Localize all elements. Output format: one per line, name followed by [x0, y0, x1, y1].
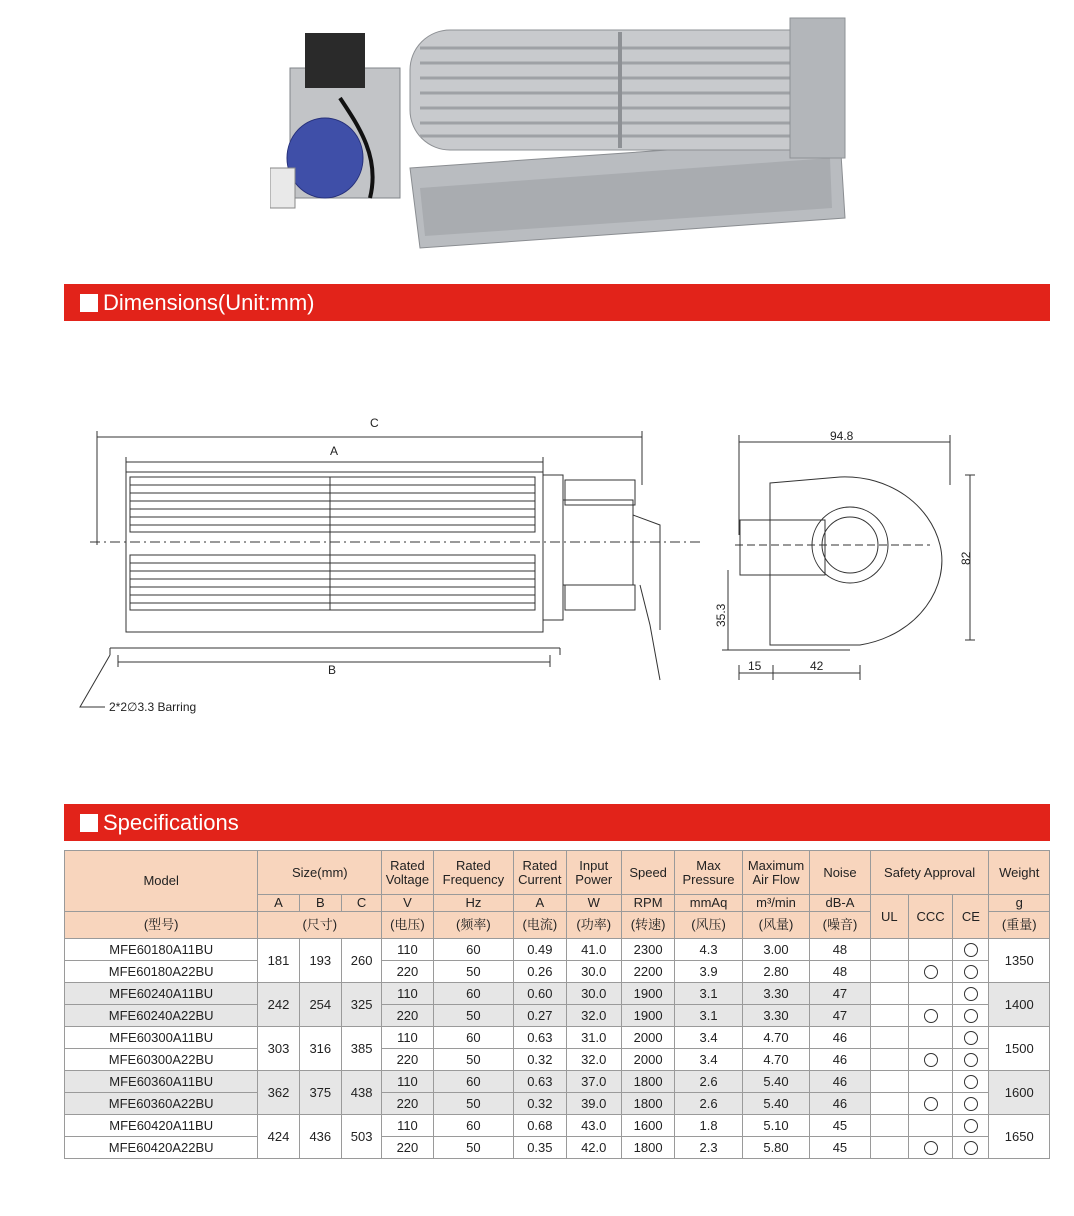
approval-circle-icon	[964, 987, 978, 1001]
ul-cell	[870, 1093, 908, 1115]
approval-circle-icon	[964, 1119, 978, 1133]
barring-note: 2*2∅3.3 Barring	[109, 700, 197, 714]
weight-cell: 1650	[989, 1115, 1050, 1159]
header-weight-cn: (重量)	[989, 912, 1050, 939]
dim-width: 94.8	[830, 429, 854, 443]
table-row	[65, 1137, 1050, 1159]
current-cell: 0.27	[514, 1005, 566, 1027]
size-b-cell: 254	[299, 983, 341, 1027]
power-cell: 32.0	[566, 1049, 621, 1071]
model-cell: MFE60360A22BU	[65, 1093, 258, 1115]
speed-cell: 1900	[621, 983, 674, 1005]
power-cell: 30.0	[566, 961, 621, 983]
voltage-cell: 110	[382, 983, 433, 1005]
table-row	[65, 1115, 1050, 1137]
approval-circle-icon	[924, 1097, 938, 1111]
voltage-cell: 110	[382, 1027, 433, 1049]
header-noise: Noise	[810, 851, 870, 895]
unit-speed: RPM	[621, 895, 674, 912]
header-airflow-cn: (风量)	[742, 912, 809, 939]
header-safety: Safety Approval	[870, 851, 989, 895]
approval-circle-icon	[964, 1009, 978, 1023]
header-ccc: CCC	[908, 895, 952, 939]
frequency-cell: 60	[433, 1115, 514, 1137]
ccc-cell	[908, 1115, 952, 1137]
table-row	[65, 1005, 1050, 1027]
dim-42: 42	[810, 659, 824, 673]
current-cell: 0.32	[514, 1049, 566, 1071]
frequency-cell: 50	[433, 1137, 514, 1159]
current-cell: 0.49	[514, 939, 566, 961]
header-voltage: Rated Voltage	[382, 851, 433, 895]
speed-cell: 2000	[621, 1049, 674, 1071]
model-cell: MFE60240A11BU	[65, 983, 258, 1005]
power-cell: 31.0	[566, 1027, 621, 1049]
label-c: C	[370, 416, 379, 430]
unit-power: W	[566, 895, 621, 912]
header-frequency-cn: (频率)	[433, 912, 514, 939]
noise-cell: 46	[810, 1071, 870, 1093]
header-current: Rated Current	[514, 851, 566, 895]
ce-cell	[953, 1115, 989, 1137]
approval-circle-icon	[924, 1141, 938, 1155]
pressure-cell: 3.1	[675, 983, 742, 1005]
current-cell: 0.26	[514, 961, 566, 983]
size-b-cell: 436	[299, 1115, 341, 1159]
frequency-cell: 60	[433, 1071, 514, 1093]
square-icon	[80, 814, 98, 832]
weight-cell: 1350	[989, 939, 1050, 983]
specifications-header	[64, 804, 1050, 841]
voltage-cell: 220	[382, 1005, 433, 1027]
table-row	[65, 1071, 1050, 1093]
voltage-cell: 220	[382, 1137, 433, 1159]
ce-cell	[953, 1005, 989, 1027]
header-model-cn: (型号)	[65, 912, 258, 939]
speed-cell: 1900	[621, 1005, 674, 1027]
model-cell: MFE60420A11BU	[65, 1115, 258, 1137]
approval-circle-icon	[924, 1009, 938, 1023]
airflow-cell: 3.30	[742, 1005, 809, 1027]
ccc-cell	[908, 1137, 952, 1159]
power-cell: 30.0	[566, 983, 621, 1005]
airflow-cell: 2.80	[742, 961, 809, 983]
pressure-cell: 3.4	[675, 1027, 742, 1049]
size-c-cell: 438	[341, 1071, 381, 1115]
table-row	[65, 1027, 1050, 1049]
power-cell: 43.0	[566, 1115, 621, 1137]
noise-cell: 46	[810, 1093, 870, 1115]
approval-circle-icon	[964, 1075, 978, 1089]
label-a: A	[330, 444, 339, 458]
noise-cell: 46	[810, 1049, 870, 1071]
speed-cell: 1800	[621, 1093, 674, 1115]
size-a-cell: 242	[258, 983, 299, 1027]
pressure-cell: 2.3	[675, 1137, 742, 1159]
ccc-cell	[908, 1005, 952, 1027]
current-cell: 0.68	[514, 1115, 566, 1137]
size-c-cell: 385	[341, 1027, 381, 1071]
size-c-cell: 260	[341, 939, 381, 983]
speed-cell: 1800	[621, 1071, 674, 1093]
dim-base: 35.3	[714, 603, 728, 627]
voltage-cell: 220	[382, 961, 433, 983]
header-speed: Speed	[621, 851, 674, 895]
current-cell: 0.32	[514, 1093, 566, 1115]
header-airflow: Maximum Air Flow	[742, 851, 809, 895]
specifications-table	[64, 850, 1050, 1159]
ul-cell	[870, 1049, 908, 1071]
unit-airflow: m³/min	[742, 895, 809, 912]
pressure-cell: 3.9	[675, 961, 742, 983]
ul-cell	[870, 983, 908, 1005]
approval-circle-icon	[964, 1097, 978, 1111]
ul-cell	[870, 1027, 908, 1049]
size-b-cell: 193	[299, 939, 341, 983]
table-row	[65, 983, 1050, 1005]
size-b-cell: 375	[299, 1071, 341, 1115]
approval-circle-icon	[924, 1053, 938, 1067]
ccc-cell	[908, 1049, 952, 1071]
current-cell: 0.35	[514, 1137, 566, 1159]
frequency-cell: 50	[433, 961, 514, 983]
ccc-cell	[908, 983, 952, 1005]
dim-15: 15	[748, 659, 762, 673]
power-cell: 41.0	[566, 939, 621, 961]
airflow-cell: 5.40	[742, 1093, 809, 1115]
header-size-c: C	[341, 895, 381, 912]
ul-cell	[870, 1071, 908, 1093]
approval-circle-icon	[924, 965, 938, 979]
model-cell: MFE60300A11BU	[65, 1027, 258, 1049]
table-row	[65, 1049, 1050, 1071]
voltage-cell: 110	[382, 1071, 433, 1093]
dim-height: 82	[959, 551, 973, 565]
header-size-cn: (尺寸)	[258, 912, 382, 939]
unit-pressure: mmAq	[675, 895, 742, 912]
model-cell: MFE60420A22BU	[65, 1137, 258, 1159]
airflow-cell: 3.30	[742, 983, 809, 1005]
pressure-cell: 3.1	[675, 1005, 742, 1027]
header-power-cn: (功率)	[566, 912, 621, 939]
model-cell: MFE60180A22BU	[65, 961, 258, 983]
ce-cell	[953, 939, 989, 961]
header-power: Input Power	[566, 851, 621, 895]
weight-cell: 1600	[989, 1071, 1050, 1115]
frequency-cell: 50	[433, 1093, 514, 1115]
pressure-cell: 2.6	[675, 1093, 742, 1115]
speed-cell: 2000	[621, 1027, 674, 1049]
unit-frequency: Hz	[433, 895, 514, 912]
voltage-cell: 220	[382, 1049, 433, 1071]
ce-cell	[953, 1049, 989, 1071]
noise-cell: 48	[810, 939, 870, 961]
table-row	[65, 961, 1050, 983]
size-a-cell: 303	[258, 1027, 299, 1071]
voltage-cell: 110	[382, 939, 433, 961]
ul-cell	[870, 1137, 908, 1159]
airflow-cell: 3.00	[742, 939, 809, 961]
unit-voltage: V	[382, 895, 433, 912]
dimensions-header	[64, 284, 1050, 321]
specifications-title: Specifications	[103, 810, 239, 835]
model-cell: MFE60300A22BU	[65, 1049, 258, 1071]
header-speed-cn: (转速)	[621, 912, 674, 939]
header-noise-cn: (噪音)	[810, 912, 870, 939]
dimensions-title: Dimensions(Unit:mm)	[103, 290, 315, 315]
header-voltage-cn: (电压)	[382, 912, 433, 939]
header-frequency: Rated Frequency	[433, 851, 514, 895]
size-c-cell: 503	[341, 1115, 381, 1159]
header-pressure-cn: (风压)	[675, 912, 742, 939]
frequency-cell: 60	[433, 939, 514, 961]
header-pressure: Max Pressure	[675, 851, 742, 895]
pressure-cell: 3.4	[675, 1049, 742, 1071]
specifications-body	[65, 939, 1050, 1159]
label-b: B	[328, 663, 337, 677]
square-icon	[80, 294, 98, 312]
header-ul: UL	[870, 895, 908, 939]
ce-cell	[953, 983, 989, 1005]
unit-noise: dB-A	[810, 895, 870, 912]
current-cell: 0.63	[514, 1071, 566, 1093]
header-size-a: A	[258, 895, 299, 912]
power-cell: 37.0	[566, 1071, 621, 1093]
current-cell: 0.60	[514, 983, 566, 1005]
approval-circle-icon	[964, 965, 978, 979]
header-weight: Weight	[989, 851, 1050, 895]
size-b-cell: 316	[299, 1027, 341, 1071]
ce-cell	[953, 1071, 989, 1093]
size-a-cell: 362	[258, 1071, 299, 1115]
unit-current: A	[514, 895, 566, 912]
approval-circle-icon	[964, 1141, 978, 1155]
ccc-cell	[908, 1093, 952, 1115]
ce-cell	[953, 1137, 989, 1159]
airflow-cell: 5.80	[742, 1137, 809, 1159]
header-size-b: B	[299, 895, 341, 912]
ul-cell	[870, 1115, 908, 1137]
header-ce: CE	[953, 895, 989, 939]
noise-cell: 47	[810, 983, 870, 1005]
ce-cell	[953, 961, 989, 983]
ccc-cell	[908, 961, 952, 983]
ccc-cell	[908, 1027, 952, 1049]
size-a-cell: 424	[258, 1115, 299, 1159]
noise-cell: 48	[810, 961, 870, 983]
current-cell: 0.63	[514, 1027, 566, 1049]
header-current-cn: (电流)	[514, 912, 566, 939]
noise-cell: 47	[810, 1005, 870, 1027]
header-size: Size(mm)	[258, 851, 382, 895]
power-cell: 32.0	[566, 1005, 621, 1027]
ul-cell	[870, 1005, 908, 1027]
model-cell: MFE60240A22BU	[65, 1005, 258, 1027]
weight-cell: 1400	[989, 983, 1050, 1027]
noise-cell: 45	[810, 1137, 870, 1159]
voltage-cell: 110	[382, 1115, 433, 1137]
size-c-cell: 325	[341, 983, 381, 1027]
frequency-cell: 60	[433, 1027, 514, 1049]
pressure-cell: 4.3	[675, 939, 742, 961]
speed-cell: 1600	[621, 1115, 674, 1137]
model-cell: MFE60180A11BU	[65, 939, 258, 961]
approval-circle-icon	[964, 943, 978, 957]
speed-cell: 1800	[621, 1137, 674, 1159]
table-row	[65, 939, 1050, 961]
size-a-cell: 181	[258, 939, 299, 983]
speed-cell: 2300	[621, 939, 674, 961]
product-photo	[270, 8, 860, 258]
airflow-cell: 5.40	[742, 1071, 809, 1093]
noise-cell: 45	[810, 1115, 870, 1137]
ce-cell	[953, 1093, 989, 1115]
noise-cell: 46	[810, 1027, 870, 1049]
ul-cell	[870, 961, 908, 983]
power-cell: 39.0	[566, 1093, 621, 1115]
airflow-cell: 4.70	[742, 1027, 809, 1049]
approval-circle-icon	[964, 1031, 978, 1045]
approval-circle-icon	[964, 1053, 978, 1067]
ul-cell	[870, 939, 908, 961]
unit-weight: g	[989, 895, 1050, 912]
voltage-cell: 220	[382, 1093, 433, 1115]
ccc-cell	[908, 1071, 952, 1093]
header-model: Model	[65, 851, 258, 912]
power-cell: 42.0	[566, 1137, 621, 1159]
pressure-cell: 1.8	[675, 1115, 742, 1137]
frequency-cell: 50	[433, 1005, 514, 1027]
frequency-cell: 60	[433, 983, 514, 1005]
frequency-cell: 50	[433, 1049, 514, 1071]
pressure-cell: 2.6	[675, 1071, 742, 1093]
table-row	[65, 1093, 1050, 1115]
speed-cell: 2200	[621, 961, 674, 983]
dimension-drawing	[60, 405, 1020, 725]
ce-cell	[953, 1027, 989, 1049]
weight-cell: 1500	[989, 1027, 1050, 1071]
model-cell: MFE60360A11BU	[65, 1071, 258, 1093]
ccc-cell	[908, 939, 952, 961]
airflow-cell: 4.70	[742, 1049, 809, 1071]
airflow-cell: 5.10	[742, 1115, 809, 1137]
